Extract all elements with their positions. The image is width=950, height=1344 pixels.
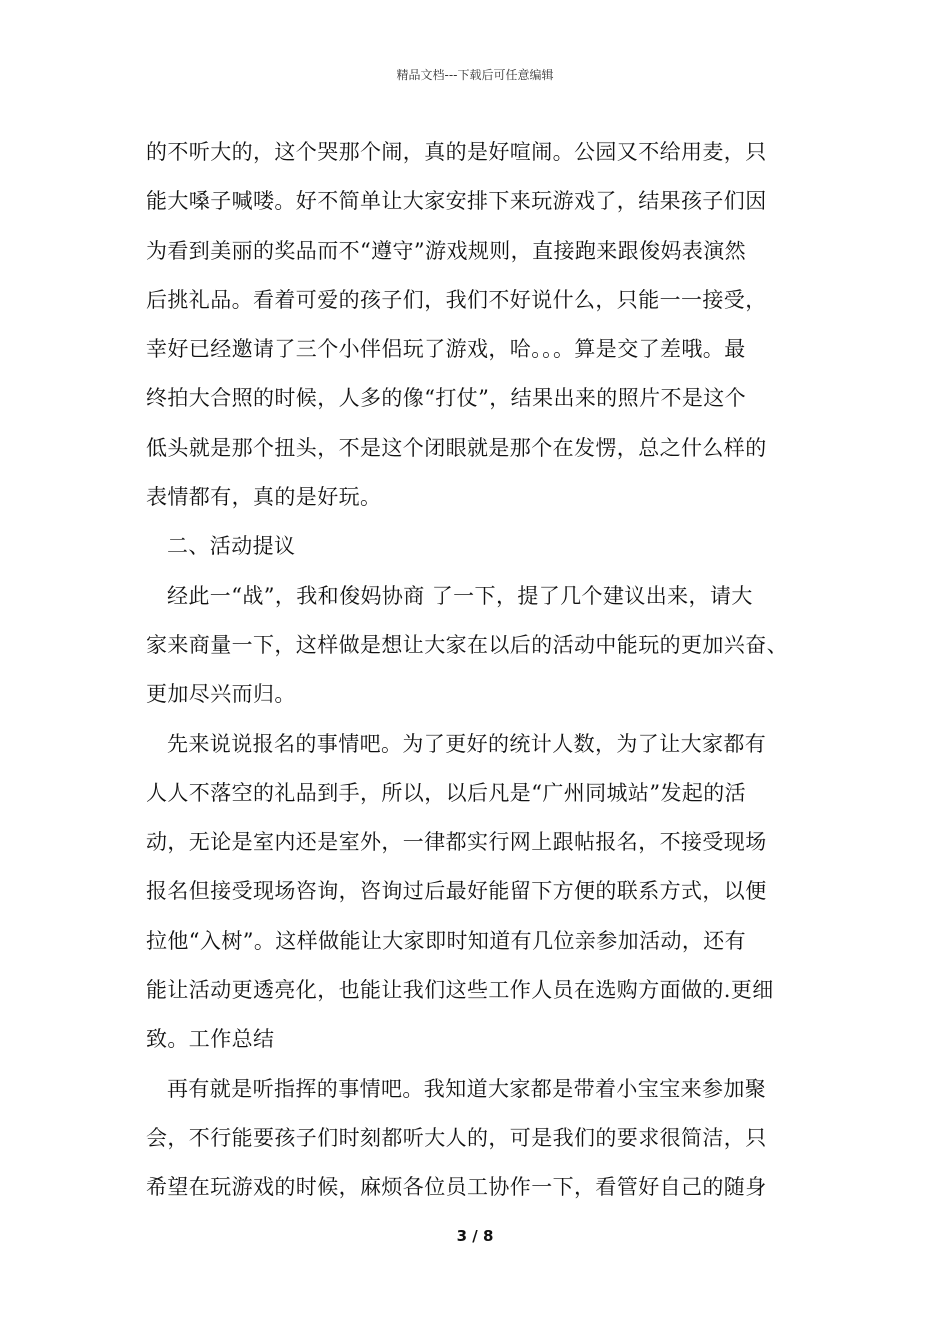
text-line: 后挑礼品。看着可爱的孩子们，我们不好说什么，只能一一接受， bbox=[146, 287, 767, 312]
text-line: 再有就是听指挥的事情吧。我知道大家都是带着小宝宝来参加聚 bbox=[167, 1076, 767, 1101]
text-line: 为看到美丽的奖品而不“遵守”游戏规则，直接跑来跟俊妈表演然 bbox=[146, 238, 747, 263]
text-line: 终拍大合照的时候，人多的像“打仗”，结果出来的照片不是这个 bbox=[146, 386, 747, 411]
text-line: 幸好已经邀请了三个小伴侣玩了游戏，哈。。。算是交了差哦。最 bbox=[146, 337, 746, 362]
page-number: 3 / 8 bbox=[456, 1227, 494, 1245]
text-line: 人人不落空的礼品到手，所以，以后凡是“广州同城站”发起的活 bbox=[146, 780, 747, 805]
text-line: 报名但接受现场咨询，咨询过后最好能留下方便的联系方式，以便 bbox=[146, 879, 767, 904]
text-line: 家来商量一下，这样做是想让大家在以后的活动中能玩的更加兴奋、 bbox=[146, 632, 788, 657]
text-line: 会，不行能要孩子们时刻都听大人的，可是我们的要求很简洁，只 bbox=[146, 1125, 767, 1150]
text-line: 拉他“入树”。这样做能让大家即时知道有几位亲参加活动，还有 bbox=[146, 928, 747, 953]
text-line: 能让活动更透亮化，也能让我们这些工作人员在选购方面做的.更细 bbox=[146, 978, 774, 1003]
text-line: 致。工作总结 bbox=[146, 1027, 275, 1052]
text-line: 先来说说报名的事情吧。为了更好的统计人数，为了让大家都有 bbox=[167, 731, 767, 756]
text-line: 动，无论是室内还是室外，一律都实行网上跟帖报名，不接受现场 bbox=[146, 830, 767, 855]
document-body bbox=[146, 128, 826, 1213]
text-line: 表情都有，真的是好玩。 bbox=[146, 485, 382, 510]
text-line: 能大嗓子喊喽。好不简单让大家安排下来玩游戏了，结果孩子们因 bbox=[146, 189, 767, 214]
page-header: 精品文档---下载后可任意编辑 bbox=[396, 68, 554, 82]
text-line: 的不听大的，这个哭那个闹，真的是好喧闹。公园又不给用麦，只 bbox=[146, 140, 767, 164]
text-line: 更加尽兴而归。 bbox=[146, 682, 296, 707]
text-line: 希望在玩游戏的时候，麻烦各位员工协作一下，看管好自己的随身 bbox=[146, 1175, 767, 1200]
text-line: 低头就是那个扭头，不是这个闭眼就是那个在发愣，总之什么样的 bbox=[146, 435, 767, 460]
text-line: 经此一“战”，我和俊妈协商 了一下，提了几个建议出来，请大 bbox=[167, 583, 753, 608]
section-heading: 二、活动提议 bbox=[167, 534, 296, 559]
